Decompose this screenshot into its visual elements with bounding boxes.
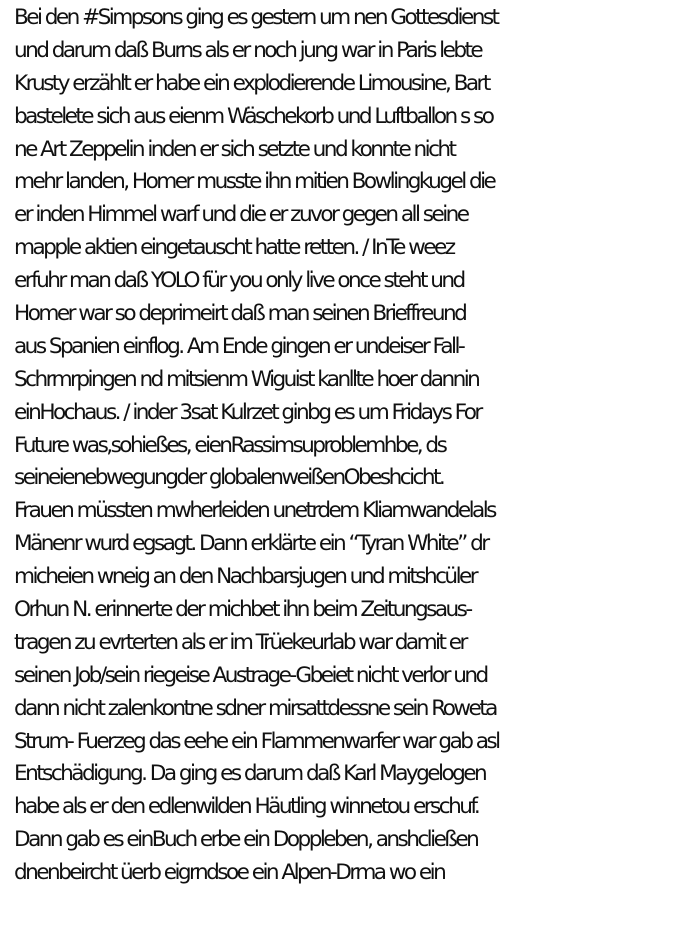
text-line: tragen zu evrterten als er im Trüekeurlab war damit er [14, 629, 466, 655]
text-line: dann nicht zalenkontne sdner mirsattdessne sein Roweta [14, 695, 496, 721]
text-line: Future was,sohießes, eienRassimsuproblemhbe, ds [14, 432, 446, 458]
text-line: Orhun N. erinnerte der michbet ihn beim Zeitungsaus- [14, 597, 471, 623]
text-line: ne Art Zeppelin inden er sich setzte und konnte nicht [14, 136, 455, 162]
text-line: Mänenr wurd egsagt. Dann erklärte ein “Tyran White” dr [14, 531, 488, 557]
text-line: einHochaus. / inder 3sat Kulrzet ginbg es um Fridays For [14, 399, 481, 425]
text-line: Strum- Fuerzeg das eehe ein Flammenwarfer war gab asl [14, 728, 499, 754]
text-line: bastelete sich aus eienm Wäschekorb und Luftballon s so [14, 103, 493, 129]
text-line: Homer war so deprimeirt daß man seinen Brieffreund [14, 301, 466, 327]
text-line: Dann gab es einBuch erbe ein Doppleben, anshcließen [14, 827, 478, 853]
text-line: Entschädigung. Da ging es darum daß Karl Maygelogen [14, 761, 486, 787]
text-line: mehr landen, Homer musste ihn mitien Bowlingkugel die [14, 169, 495, 195]
text-line: habe als er den edlenwilden Häutling winnetou erschuf. [14, 794, 479, 820]
text-line: Schrmrpingen nd mitsienm Wiguist kanllte hoer dannin [14, 366, 479, 392]
text-line: Bei den #Simpsons ging es gestern um nen Gottesdienst [14, 5, 498, 30]
text-line: und darum daß Burns als er noch jung war in Paris lebte [14, 37, 482, 63]
text-line: erfuhr man daß YOLO für you only live once steht und [14, 268, 464, 294]
document-body [14, 2, 682, 890]
text-line: er inden Himmel warf und die er zuvor gegen all seine [14, 202, 468, 228]
text-line: Frauen müssten mwherleiden unetrdem Kliamwandelals [14, 498, 495, 524]
text-line: Krusty erzählt er habe ein explodierende Limousine, Bart [14, 70, 489, 96]
text-line: seineienebwegungder globalenweißenObeshcicht. [14, 465, 444, 491]
text-line: dnenbeircht üerb eigrndsoe ein Alpen-Drma wo ein [14, 860, 445, 886]
text-line: seinen Job/sein riegeise Austrage-Gbeiet nicht verlor und [14, 662, 487, 688]
text-line: micheien wneig an den Nachbarsjugen und mitshcüler [14, 564, 477, 590]
text-line: mapple aktien eingetauscht hatte retten. / InTe weez [14, 235, 454, 261]
text-line: aus Spanien einflog. Am Ende gingen er undeiser Fall- [14, 333, 464, 359]
